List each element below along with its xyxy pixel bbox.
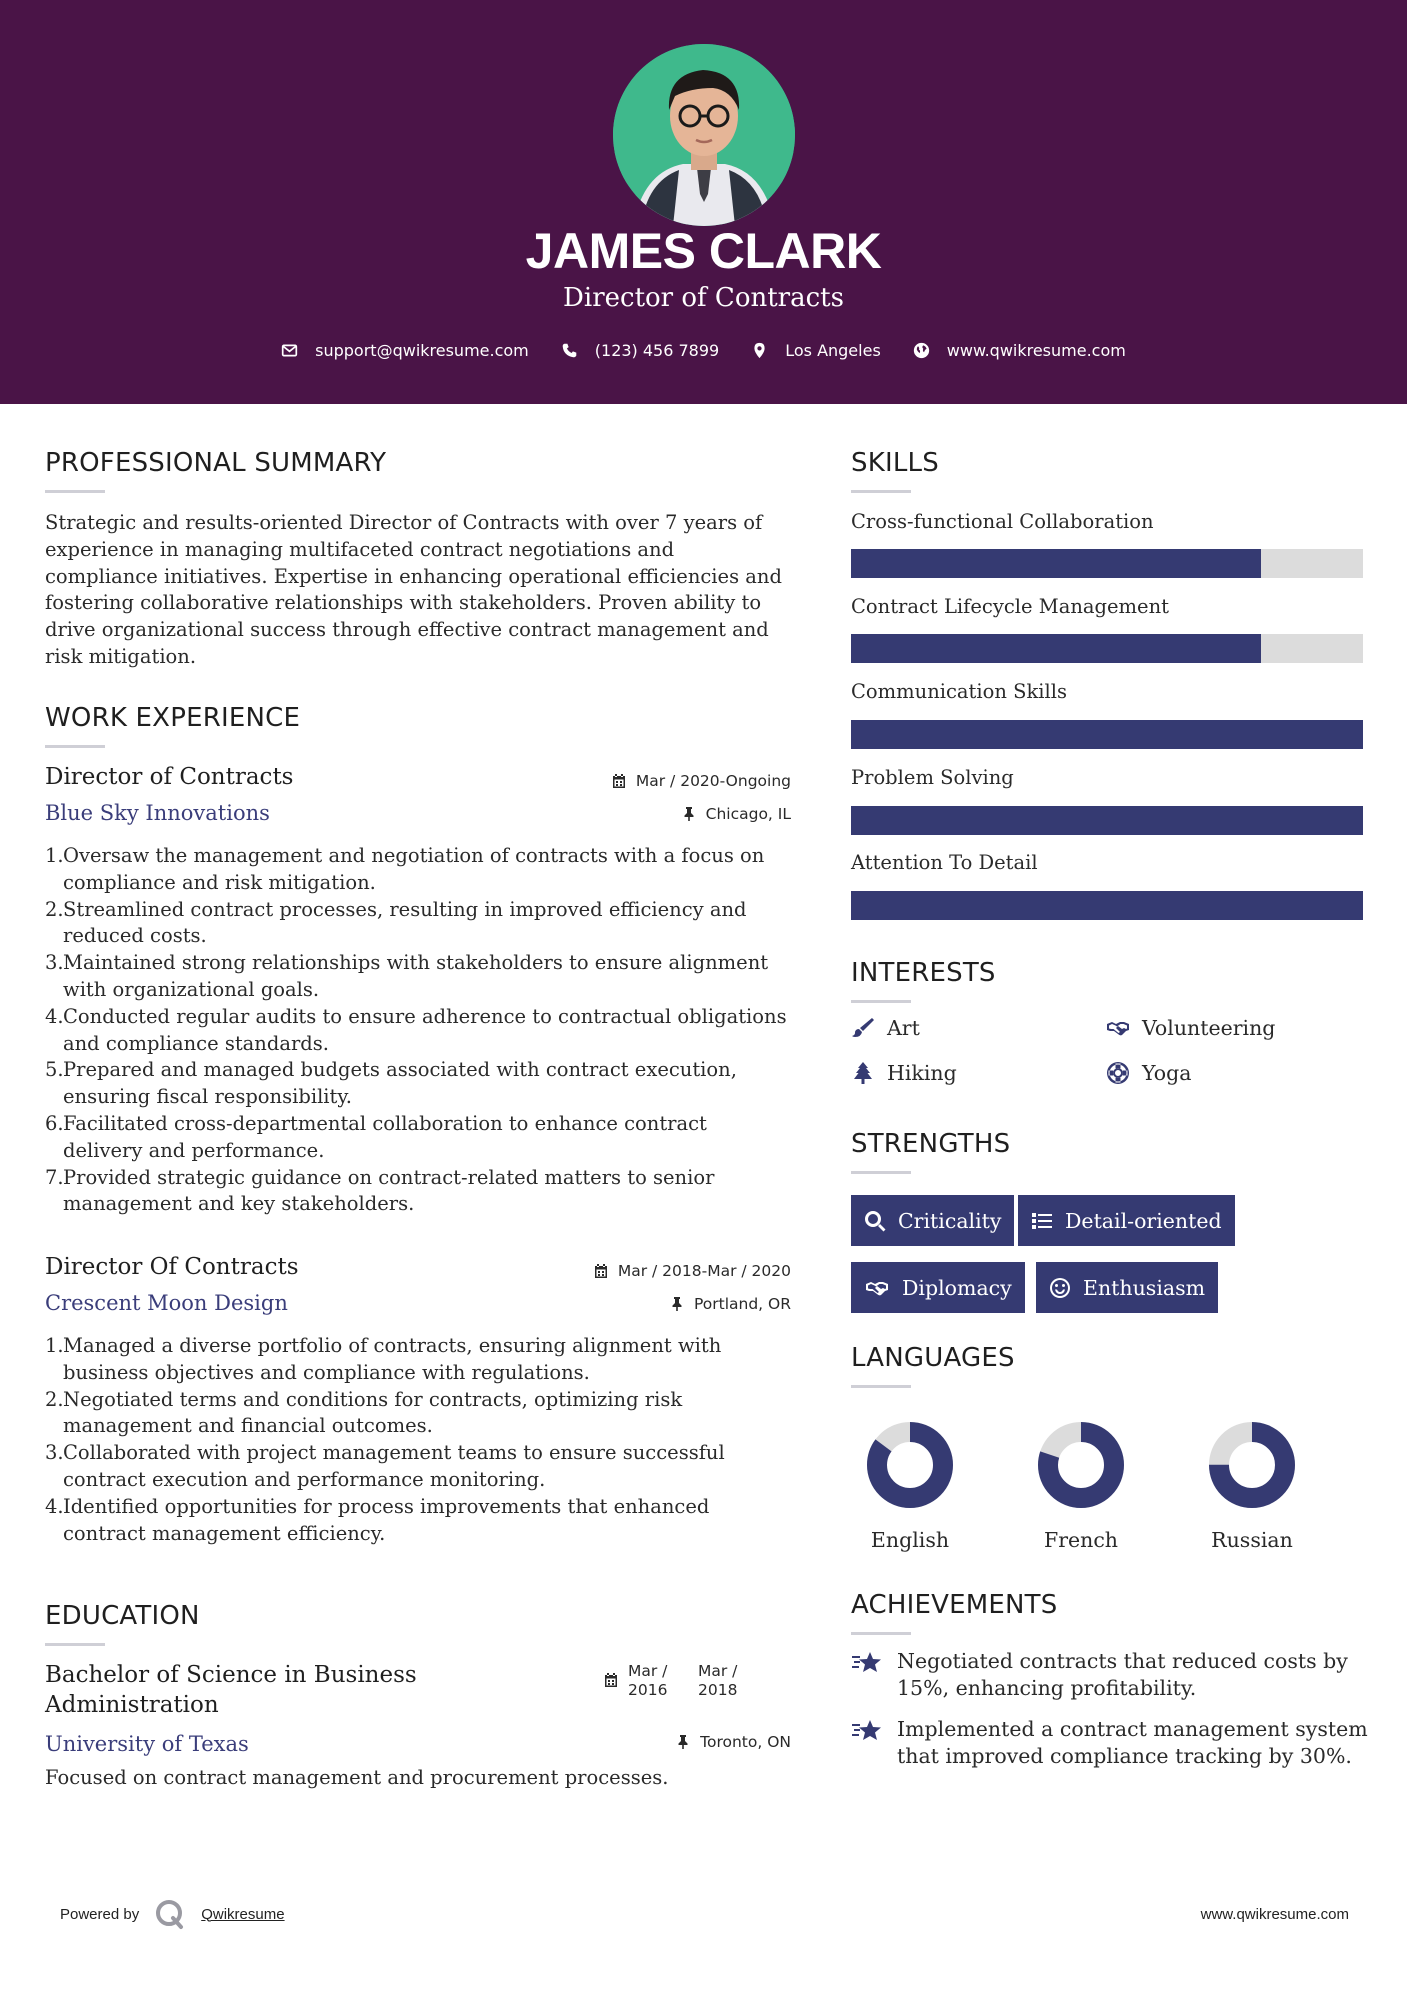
skill-bar-fill: [851, 806, 1363, 835]
email-text: support@qwikresume.com: [315, 340, 529, 360]
section-divider: [851, 490, 911, 493]
calendar-icon: [593, 1263, 609, 1279]
experience-heading: WORK EXPERIENCE: [45, 703, 301, 733]
strength-label: Detail-oriented: [1065, 1208, 1222, 1233]
candidate-name: JAMES CLARK: [525, 223, 882, 279]
person-photo: [613, 44, 795, 226]
strength-badge-diplomacy: [851, 1262, 1025, 1313]
skill-bar: [851, 891, 1363, 920]
skill-label: Problem Solving: [851, 766, 1014, 789]
job-title: Director Of Contracts: [45, 1254, 299, 1280]
language-item: [1192, 1420, 1312, 1552]
phone-text: (123) 456 7899: [594, 340, 720, 360]
contact-location: [751, 341, 881, 360]
education-dates: [603, 1662, 768, 1700]
job-bullets: [45, 1333, 790, 1547]
location-text: Los Angeles: [785, 340, 881, 360]
job-location: [669, 1295, 791, 1313]
job-dates-text: Mar / 2018-Mar / 2020: [617, 1262, 791, 1280]
envelope-icon: [281, 342, 298, 359]
list-item: 4. Conducted regular audits to ensure adherence to contractual obligations and compliance standards.: [45, 1004, 787, 1055]
section-divider: [851, 1385, 911, 1388]
summary-text: Strategic and results-oriented Director of Contracts with over 7 years of experience in managing multifaceted contract negotiations and compliance initiatives. Expertise in enhancing operational efficiencies and fostering collaborative relationships with stakeholders. Proven ability to drive organizational success through effective contract management and risk mitigation.: [45, 511, 782, 668]
school-name: University of Texas: [45, 1732, 249, 1756]
skill-bar-fill: [851, 634, 1261, 663]
strength-badge-criticality: [851, 1195, 1014, 1246]
language-label: Russian: [1211, 1528, 1293, 1552]
interest-item-art: [851, 1016, 920, 1040]
interest-label: Volunteering: [1142, 1016, 1276, 1040]
achievement-text: Implemented a contract management system that improved compliance tracking by 30%.: [897, 1717, 1368, 1768]
skill-label: Contract Lifecycle Management: [851, 595, 1169, 618]
skill-label: Communication Skills: [851, 680, 1068, 703]
list-item: 1. Oversaw the management and negotiation of contracts with a focus on compliance and risk mitigation.: [45, 844, 765, 894]
contact-bar: [0, 336, 1407, 364]
language-donut: [1036, 1420, 1126, 1510]
job-location-text: Portland, OR: [693, 1295, 791, 1313]
pushpin-icon: [669, 1296, 685, 1312]
list-item: 2. Negotiated terms and conditions for contracts, optimizing risk management and financial outcomes.: [45, 1387, 683, 1438]
profile-photo: [613, 44, 795, 226]
list-item: 5. Prepared and managed budgets associated with contract execution, ensuring fiscal responsibility.: [45, 1058, 737, 1109]
list-icon: [1031, 1210, 1053, 1232]
website-text: www.qwikresume.com: [946, 340, 1126, 360]
job-dates: [611, 772, 791, 790]
map-pin-icon: [751, 342, 768, 359]
degree-title: Bachelor of Science in Business Administration: [45, 1662, 417, 1718]
list-item: 6. Facilitated cross-departmental collaboration to enhance contract delivery and performance.: [45, 1111, 707, 1162]
interest-label: Art: [887, 1016, 920, 1040]
list-item: 3. Collaborated with project management teams to ensure successful contract execution and performance monitoring.: [45, 1441, 725, 1491]
skill-label: Cross-functional Collaboration: [851, 510, 1154, 533]
languages-heading: LANGUAGES: [851, 1343, 1015, 1373]
resume-header: [0, 0, 1407, 404]
job-title: Director of Contracts: [45, 764, 294, 790]
language-item: [1021, 1420, 1141, 1552]
handshake-icon: [864, 1276, 890, 1300]
achievement-text: Negotiated contracts that reduced costs by 15%, enhancing profitability.: [897, 1649, 1348, 1700]
language-donut: [865, 1420, 955, 1510]
education-heading: EDUCATION: [45, 1601, 200, 1631]
education-start-date: Mar / 2016: [628, 1662, 668, 1699]
section-divider: [851, 1632, 911, 1635]
candidate-title: Director of Contracts: [563, 283, 844, 313]
interest-item-volunteering: [1106, 1016, 1275, 1040]
strength-badge-detail-oriented: [1018, 1195, 1235, 1246]
education-location-text: Toronto, ON: [700, 1733, 791, 1751]
skill-bar: [851, 549, 1363, 578]
skill-bar: [851, 634, 1363, 663]
pushpin-icon: [681, 806, 697, 822]
contact-phone[interactable]: [561, 341, 719, 360]
section-divider: [45, 745, 105, 748]
list-item: 7. Provided strategic guidance on contract-related matters to senior management and key stakeholders.: [45, 1165, 715, 1216]
smile-icon: [1049, 1277, 1071, 1299]
strength-badge-enthusiasm: [1036, 1262, 1218, 1313]
section-divider: [45, 1643, 105, 1646]
handshake-icon: [1106, 1016, 1130, 1040]
interests-heading: INTERESTS: [851, 958, 996, 988]
job-dates: [593, 1262, 791, 1280]
strengths-heading: STRENGTHS: [851, 1129, 1011, 1159]
strength-label: Diplomacy: [902, 1275, 1012, 1300]
footer-powered-by: [60, 1897, 285, 1931]
list-item: 4. Identified opportunities for process improvements that enhanced contract management efficiency.: [45, 1494, 710, 1545]
strength-label: Enthusiasm: [1083, 1275, 1206, 1300]
calendar-icon: [603, 1672, 619, 1688]
brand-link[interactable]: Qwikresume: [201, 1905, 285, 1923]
shooting-star-icon: [851, 1718, 883, 1746]
job-location: [681, 805, 791, 823]
section-divider: [851, 1171, 911, 1174]
globe-icon: [913, 342, 930, 359]
strength-label: Criticality: [898, 1208, 1002, 1233]
skills-heading: SKILLS: [851, 448, 939, 478]
calendar-icon: [611, 773, 627, 789]
language-item: [850, 1420, 970, 1552]
contact-email[interactable]: [281, 341, 529, 360]
language-label: French: [1043, 1528, 1119, 1552]
footer-url[interactable]: www.qwikresume.com: [1200, 1906, 1349, 1923]
job-company: Blue Sky Innovations: [45, 801, 270, 825]
tree-icon: [851, 1061, 875, 1085]
skill-bar-fill: [851, 891, 1363, 920]
job-dates-text: Mar / 2020-Ongoing: [635, 772, 791, 790]
lifering-icon: [1106, 1061, 1130, 1085]
qwikresume-logo-icon: [153, 1897, 187, 1931]
skill-bar-fill: [851, 720, 1363, 749]
interest-item-yoga: [1106, 1061, 1191, 1085]
education-end-date: Mar / 2018: [698, 1662, 738, 1699]
list-item: 3. Maintained strong relationships with stakeholders to ensure alignment with organizational goals.: [45, 951, 769, 1001]
skill-label: Attention To Detail: [851, 851, 1038, 874]
phone-icon: [561, 342, 578, 359]
language-label: English: [870, 1528, 950, 1552]
skill-bar-fill: [851, 549, 1261, 578]
achievement-item: [851, 1648, 1371, 1702]
contact-website[interactable]: [913, 341, 1126, 360]
section-divider: [45, 490, 105, 493]
shooting-star-icon: [851, 1650, 883, 1678]
pushpin-icon: [675, 1734, 691, 1750]
section-divider: [851, 1000, 911, 1003]
summary-heading: PROFESSIONAL SUMMARY: [45, 448, 387, 478]
skill-bar: [851, 806, 1363, 835]
job-company: Crescent Moon Design: [45, 1291, 288, 1315]
education-description: Focused on contract management and procurement processes.: [45, 1766, 669, 1789]
skill-bar: [851, 720, 1363, 749]
powered-by-text: Powered by: [60, 1905, 140, 1923]
interest-label: Hiking: [887, 1061, 957, 1085]
language-donut: [1207, 1420, 1297, 1510]
search-icon: [864, 1210, 886, 1232]
job-location-text: Chicago, IL: [705, 805, 791, 823]
paintbrush-icon: [851, 1016, 875, 1040]
education-location: [675, 1733, 791, 1751]
list-item: 1. Managed a diverse portfolio of contracts, ensuring alignment with business objectives and compliance with regulations.: [45, 1334, 722, 1384]
job-bullets: [45, 843, 790, 1218]
list-item: 2. Streamlined contract processes, resulting in improved efficiency and reduced costs.: [45, 897, 747, 948]
interest-item-hiking: [851, 1061, 957, 1085]
interest-label: Yoga: [1142, 1061, 1192, 1085]
achievement-item: [851, 1716, 1371, 1770]
achievements-heading: ACHIEVEMENTS: [851, 1590, 1058, 1620]
